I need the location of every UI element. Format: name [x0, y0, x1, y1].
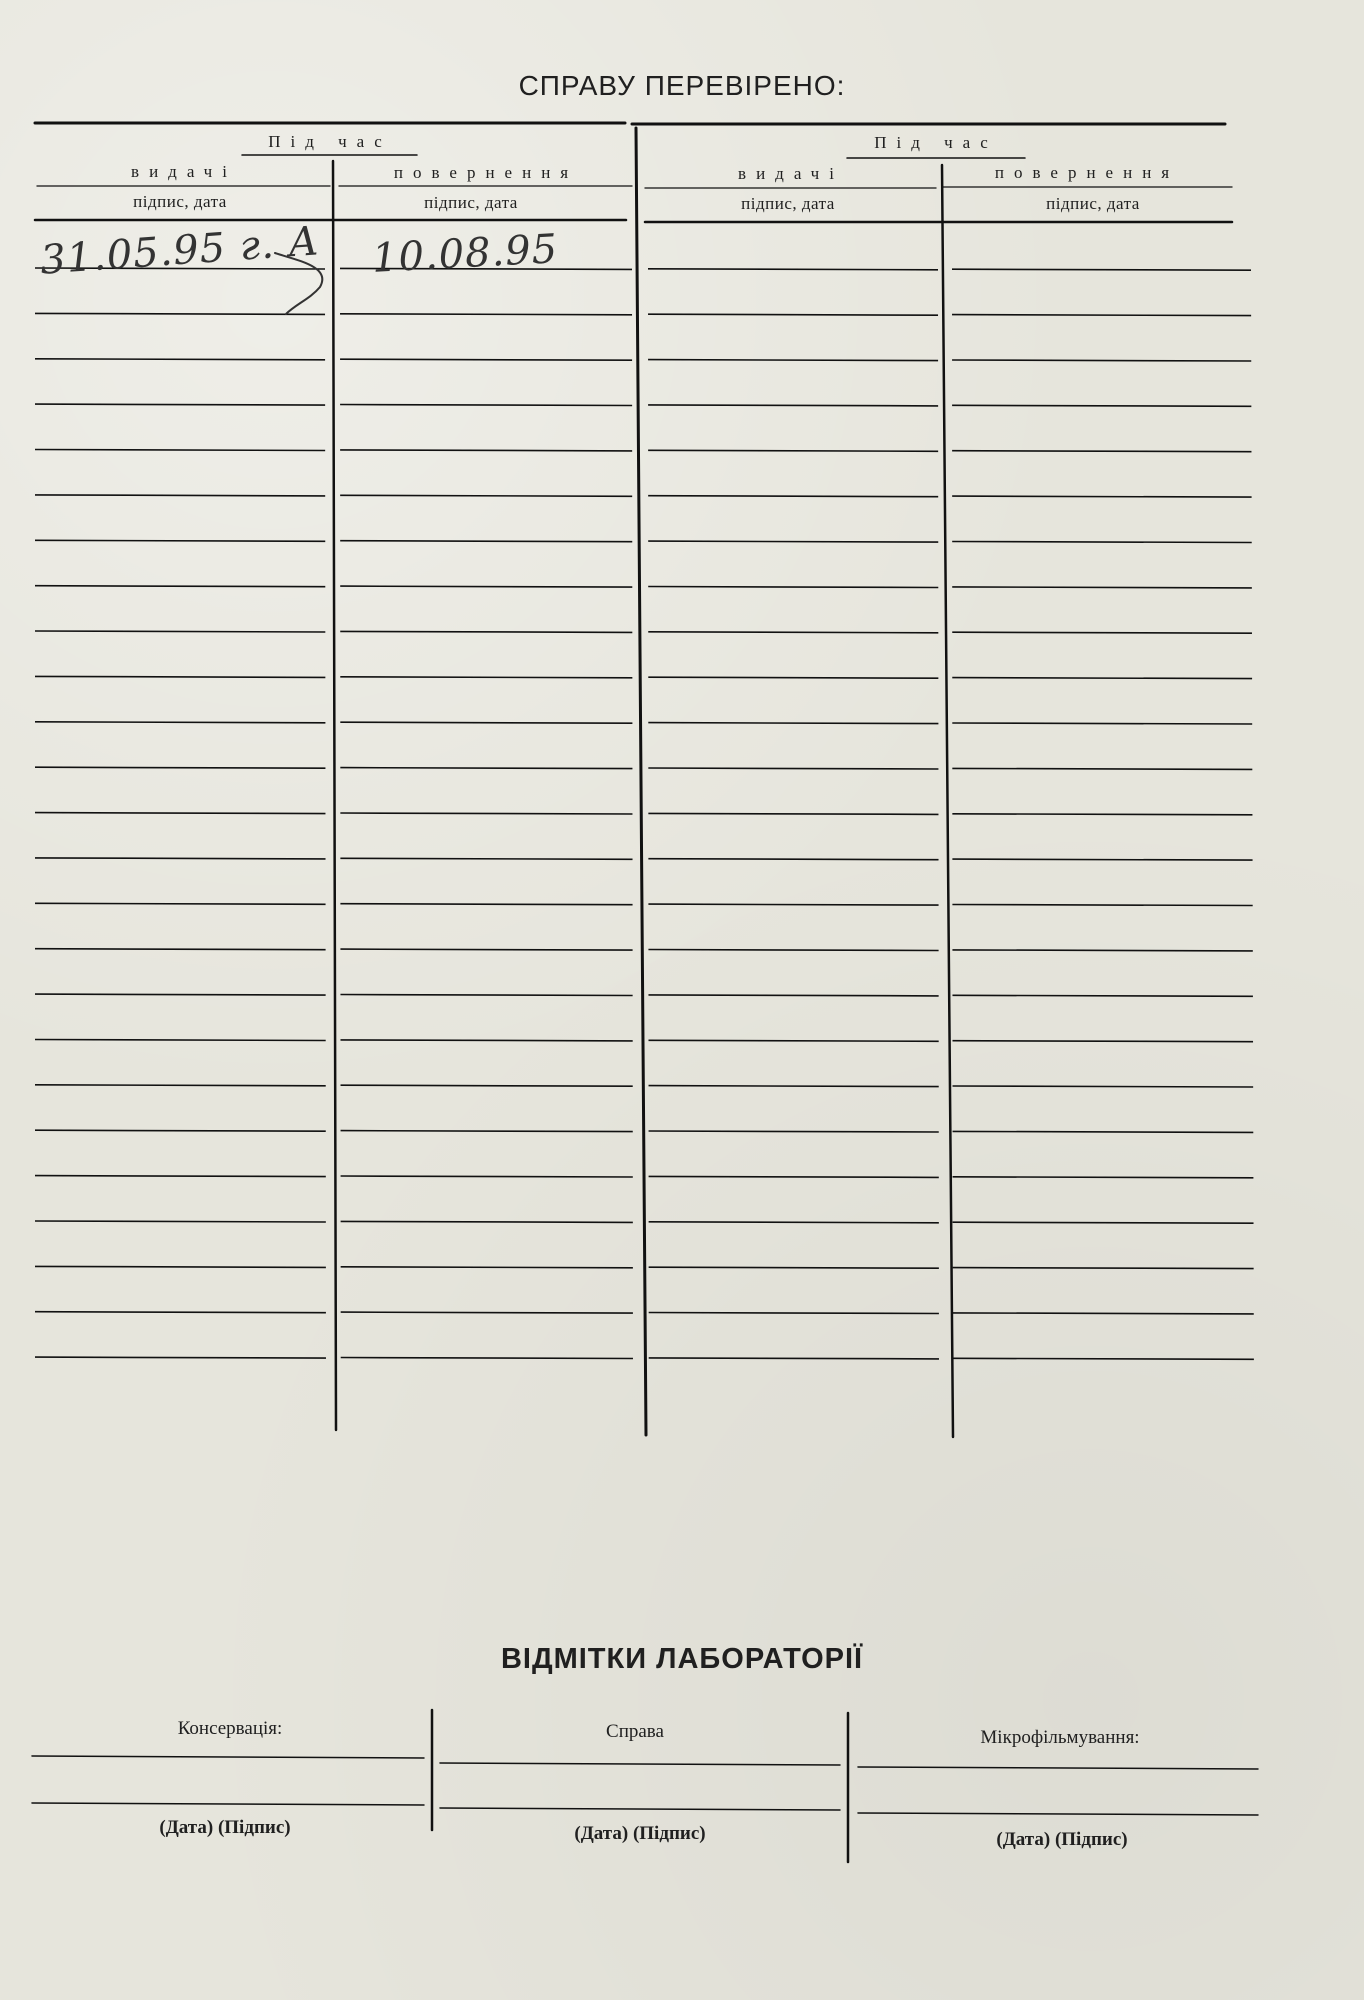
- table-row-line: [35, 1040, 326, 1041]
- table-row-line: [340, 631, 632, 632]
- right-group-header: Під час: [874, 133, 998, 152]
- table-row-line: [953, 1086, 1254, 1087]
- table-row-line: [340, 858, 632, 859]
- table-row-line: [953, 1222, 1254, 1223]
- table-row-line: [648, 768, 938, 769]
- table-row-line: [648, 904, 938, 905]
- table-row-line: [340, 813, 632, 814]
- table-row-line: [952, 315, 1251, 316]
- table-row-line: [340, 904, 632, 905]
- table-row-line: [341, 1221, 633, 1222]
- left-return-heading: повернення: [393, 163, 579, 182]
- table-row-line: [35, 949, 326, 950]
- table-row-line: [35, 722, 325, 723]
- table-row-line: [340, 768, 632, 769]
- lab-conservation-line-1: [32, 1756, 424, 1758]
- table-row-line: [340, 995, 632, 996]
- table-row-line: [952, 587, 1252, 588]
- table-row-line: [648, 450, 938, 451]
- left-return-subheading: підпис, дата: [424, 193, 518, 212]
- table-row-line: [340, 314, 632, 315]
- table-row-line: [648, 677, 938, 678]
- right-issue-heading: видачі: [738, 164, 844, 183]
- table-row-line: [953, 1177, 1254, 1178]
- lab-case-label: Справа: [606, 1721, 664, 1742]
- table-row-line: [341, 1312, 633, 1313]
- right-return-subheading: підпис, дата: [1046, 194, 1140, 213]
- table-row-line: [649, 1358, 939, 1359]
- lab-section-title: ВІДМІТКИ ЛАБОРАТОРІЇ: [500, 1643, 864, 1675]
- table-row-line: [340, 495, 632, 496]
- table-row-line: [35, 994, 326, 995]
- lab-conservation-line-2: [32, 1803, 424, 1805]
- table-row-line: [952, 950, 1252, 951]
- page-title: СПРАВУ ПЕРЕВІРЕНО:: [518, 70, 846, 101]
- table-row-line: [341, 1176, 633, 1177]
- table-row-line: [340, 359, 632, 360]
- table-row-line: [35, 767, 325, 768]
- table-row-line: [649, 1313, 939, 1314]
- table-row-line: [648, 541, 938, 542]
- table-row-line: [340, 450, 632, 451]
- table-row-line: [649, 1040, 939, 1041]
- table-row-line: [340, 677, 632, 678]
- table-row-line: [340, 949, 632, 950]
- table-row-line: [952, 995, 1252, 996]
- table-row-line: [648, 950, 938, 951]
- table-row-line: [35, 676, 325, 677]
- table-row-line: [340, 405, 632, 406]
- table-row-line: [35, 359, 325, 360]
- table-row-line: [649, 1267, 939, 1268]
- table-row-line: [341, 1267, 633, 1268]
- right-return-heading: повернення: [994, 163, 1180, 182]
- table-row-line: [340, 722, 632, 723]
- table-row-line: [649, 1086, 939, 1087]
- table-row-line: [952, 360, 1251, 361]
- table-row-line: [952, 496, 1251, 497]
- lab-case-line-1: [440, 1763, 840, 1765]
- table-row-line: [340, 541, 632, 542]
- table-row-line: [35, 1176, 326, 1177]
- table-row-line: [648, 859, 938, 860]
- table-row-line: [952, 768, 1252, 769]
- handwritten-return-entry: 10.08.95: [370, 226, 560, 282]
- table-row-line: [648, 632, 938, 633]
- left-group-header: Під час: [268, 132, 392, 151]
- table-row-line: [952, 905, 1252, 906]
- table-row-line: [953, 1268, 1254, 1269]
- lab-microfilm-footer: (Дата) (Підпис): [996, 1829, 1128, 1850]
- right-issue-subheading: підпис, дата: [741, 194, 835, 213]
- table-row-line: [35, 540, 325, 541]
- table-row-line: [648, 314, 938, 315]
- left-column-divider: [333, 161, 336, 1430]
- table-row-line: [648, 360, 938, 361]
- table-row-line: [953, 1358, 1254, 1359]
- table-row-line: [35, 586, 325, 587]
- table-row-line: [648, 813, 938, 814]
- table-row-line: [35, 1085, 326, 1086]
- table-row-line: [35, 313, 325, 314]
- table-row-line: [953, 1041, 1254, 1042]
- table-row-line: [341, 1040, 633, 1041]
- table-row-line: [648, 496, 938, 497]
- table-row-line: [953, 1131, 1254, 1132]
- table-row-line: [35, 495, 325, 496]
- table-row-line: [35, 813, 325, 814]
- handwritten-issue-entry: 31.05.95 г. А: [38, 218, 322, 284]
- table-row-line: [648, 587, 938, 588]
- lab-microfilm-line-2: [858, 1813, 1258, 1815]
- table-row-line: [35, 1312, 326, 1313]
- table-row-line: [952, 859, 1252, 860]
- table-row-line: [952, 678, 1252, 679]
- table-row-line: [648, 269, 938, 270]
- table-row-line: [649, 1131, 939, 1132]
- table-row-line: [35, 903, 326, 904]
- table-row-line: [648, 995, 938, 996]
- table-row-line: [341, 1131, 633, 1132]
- table-row-line: [952, 405, 1251, 406]
- table-row-line: [952, 723, 1252, 724]
- lab-microfilm-label: Мікрофільмування:: [980, 1727, 1140, 1748]
- table-row-line: [952, 814, 1252, 815]
- table-row-line: [35, 1357, 326, 1358]
- table-row-line: [648, 723, 938, 724]
- table-row-line: [649, 1176, 939, 1177]
- table-row-line: [953, 1313, 1254, 1314]
- table-row-line: [952, 451, 1251, 452]
- left-issue-subheading: підпис, дата: [133, 192, 227, 211]
- lab-conservation-label: Консервація:: [177, 1718, 283, 1739]
- lab-microfilm-line-1: [858, 1767, 1258, 1769]
- table-row-line: [952, 632, 1252, 633]
- table-row-line: [35, 1221, 326, 1222]
- table-row-line: [35, 1266, 326, 1267]
- lab-conservation-footer: (Дата) (Підпис): [159, 1817, 291, 1838]
- table-row-line: [35, 858, 326, 859]
- lab-case-footer: (Дата) (Підпис): [574, 1823, 706, 1844]
- table-row-line: [341, 1085, 633, 1086]
- table-row-line: [340, 586, 632, 587]
- table-row-line: [35, 1130, 326, 1131]
- lab-case-line-2: [440, 1808, 840, 1810]
- right-column-divider: [942, 165, 953, 1437]
- table-row-line: [649, 1222, 939, 1223]
- left-issue-heading: видачі: [131, 162, 237, 181]
- table-row-line: [35, 631, 325, 632]
- center-divider: [636, 128, 646, 1435]
- table-row-line: [952, 269, 1251, 270]
- table-row-line: [341, 1358, 633, 1359]
- table-row-line: [952, 542, 1252, 543]
- table-row-line: [648, 405, 938, 406]
- table-row-line: [35, 404, 325, 405]
- table-row-line: [35, 450, 325, 451]
